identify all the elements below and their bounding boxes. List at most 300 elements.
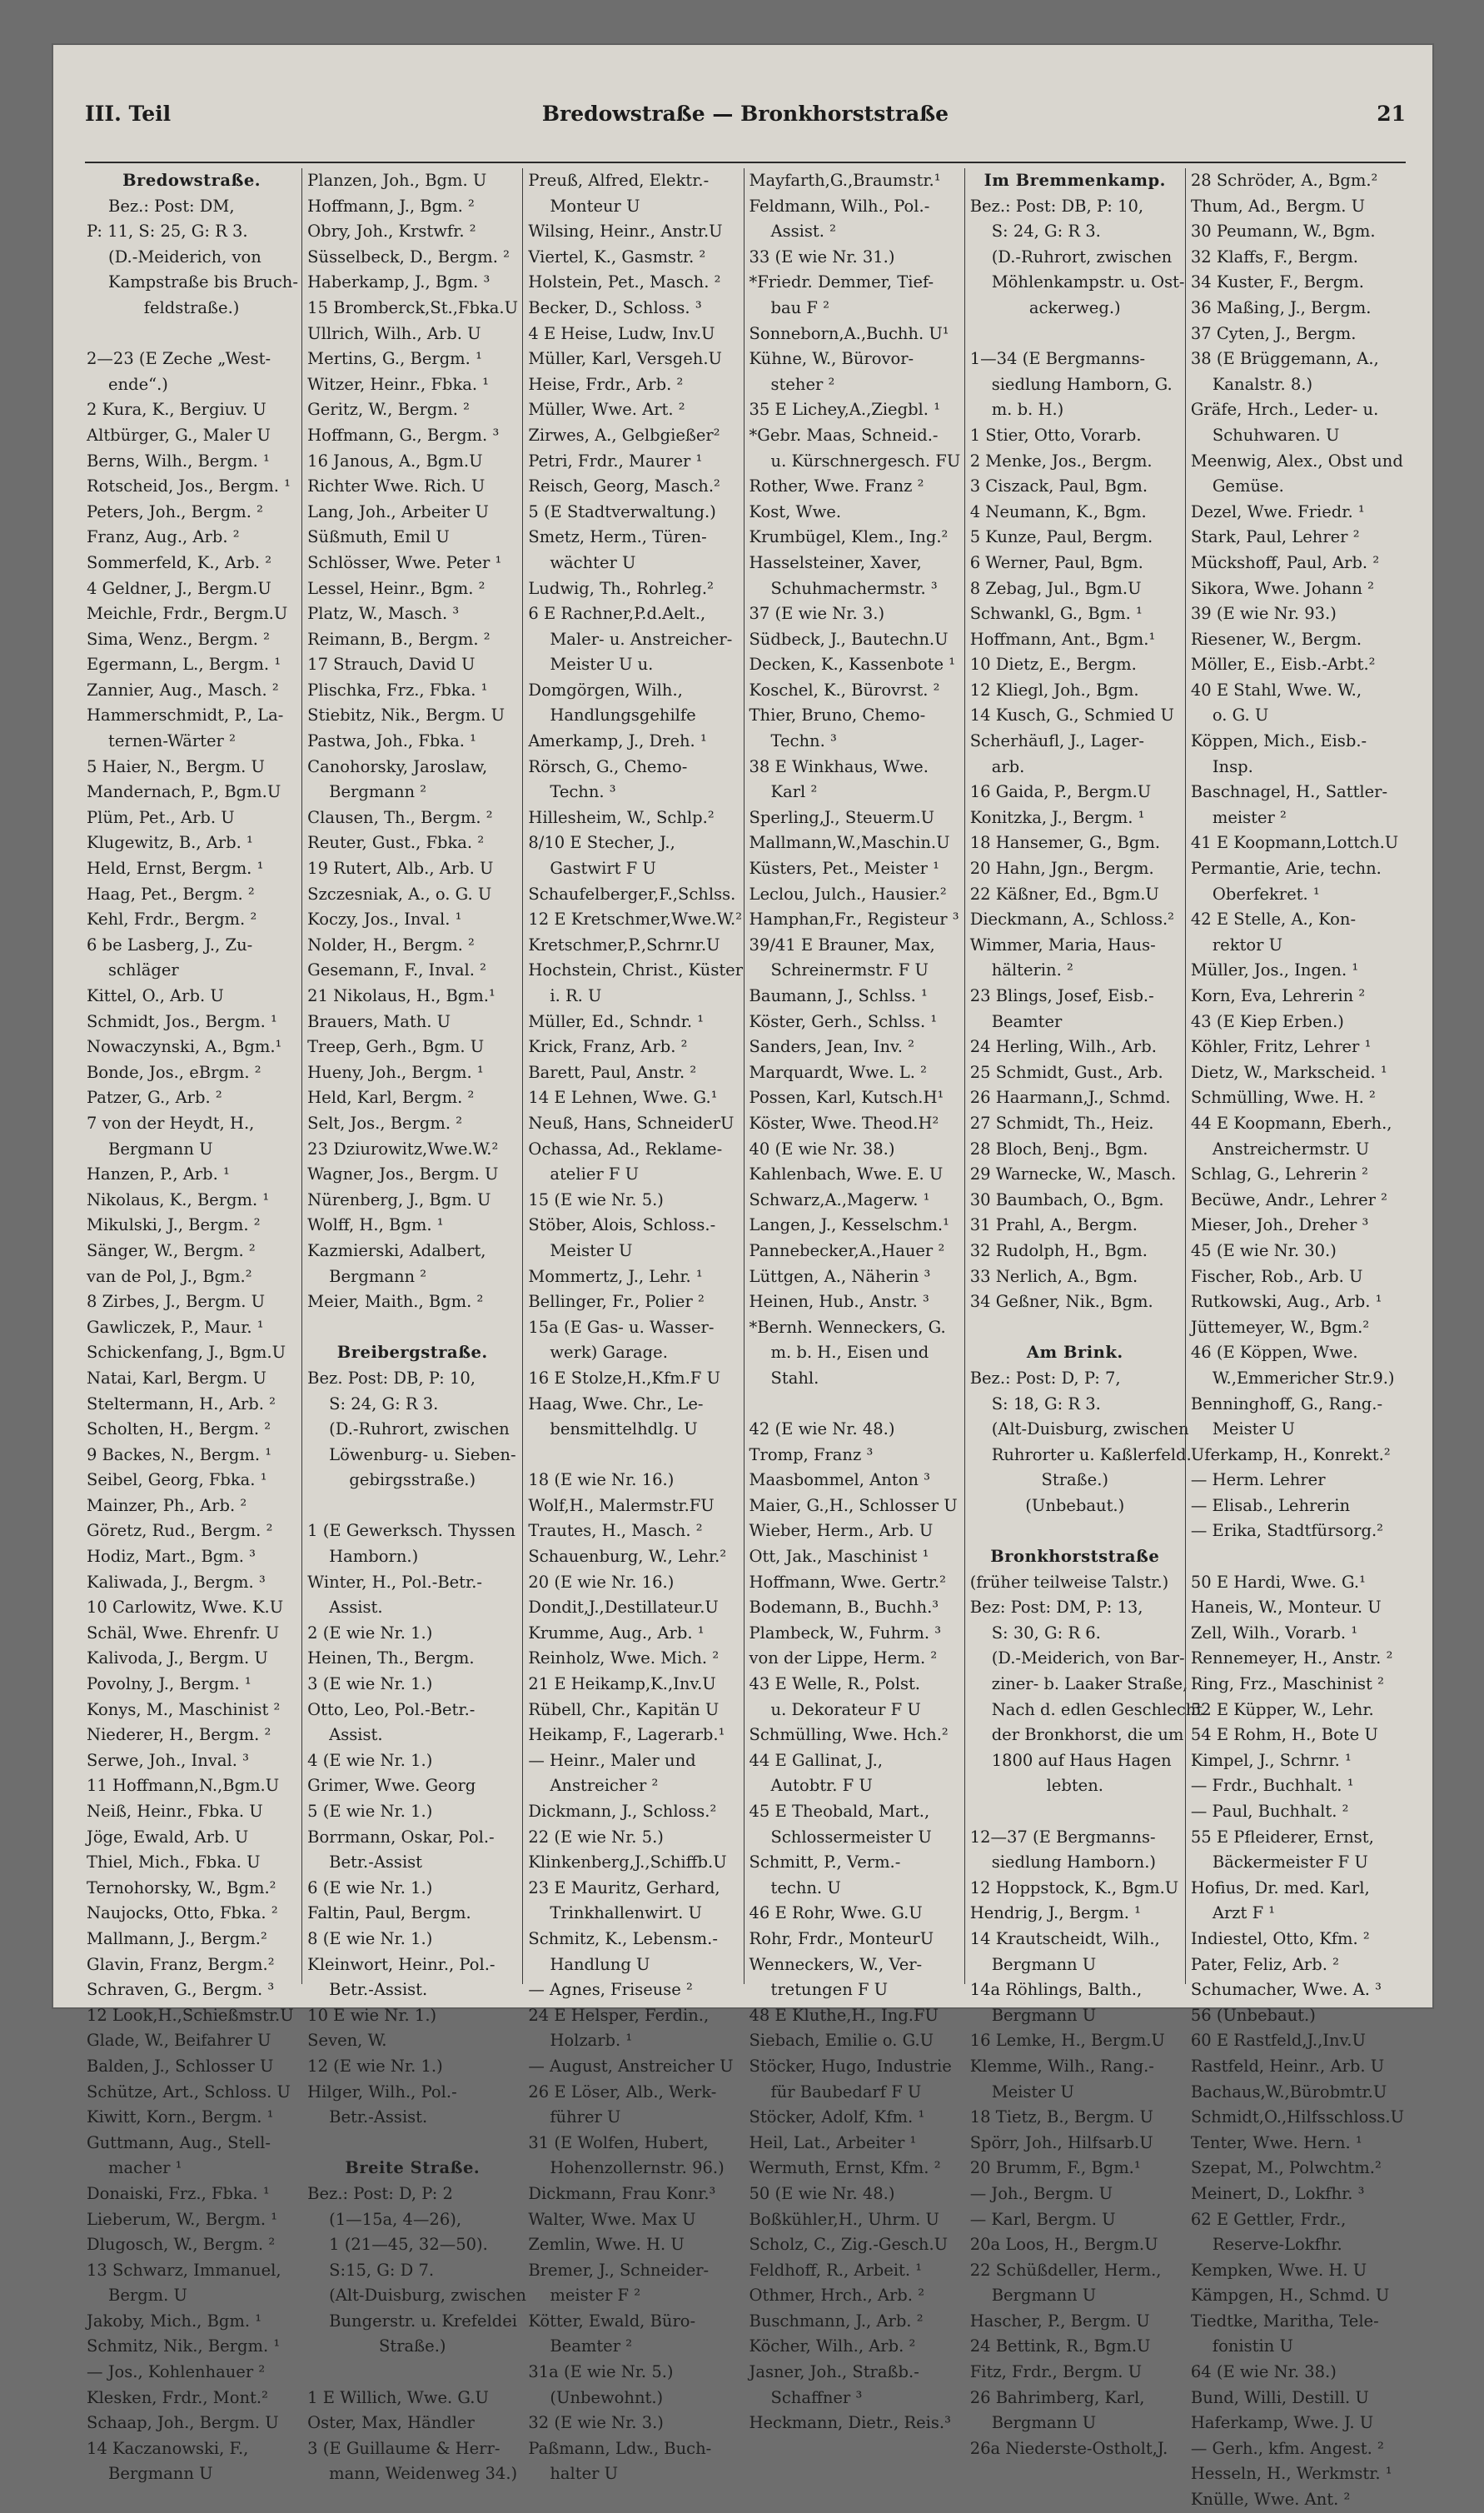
directory-line: Kalivoda, J., Bergm. U [87, 1648, 268, 1668]
directory-line: Bremer, J., Schneider- [528, 2260, 710, 2280]
directory-line: Pannebecker,A.,Hauer ² [749, 1240, 945, 1260]
directory-line: Szepat, M., Polwchtm.² [1190, 2158, 1382, 2178]
directory-line: Jasner, Joh., Straßb.- [749, 2362, 919, 2382]
directory-line: Stark, Paul, Lehrer ² [1190, 527, 1360, 547]
directory-line: Kämpgen, H., Schmd. U [1190, 2286, 1390, 2306]
directory-line: 14a Röhlings, Balth., [969, 1980, 1143, 2000]
directory-line: Meenwig, Alex., Obst und [1190, 451, 1403, 471]
directory-line: Rennemeyer, H., Anstr. ² [1190, 1648, 1393, 1668]
directory-line: Thier, Bruno, Chemo- [749, 706, 926, 725]
directory-line: Haag, Wwe. Chr., Le- [528, 1394, 704, 1414]
directory-line: Becker, D., Schloss. ³ [528, 297, 702, 317]
directory-line: Stöcker, Adolf, Kfm. ¹ [749, 2107, 925, 2127]
directory-line: Trautes, H., Masch. ² [528, 1521, 703, 1541]
directory-line: Klemme, Wilh., Rang.- [969, 2056, 1154, 2076]
directory-line: bau F ² [770, 297, 829, 317]
directory-line: 20 (E wie Nr. 16.) [528, 1572, 675, 1592]
directory-line: Walter, Wwe. Max U [528, 2209, 696, 2229]
directory-line: 6 be Lasberg, J., Zu- [87, 935, 253, 955]
directory-line: 28 Bloch, Benj., Bgm. [969, 1139, 1148, 1159]
directory-line: Mikulski, J., Bergm. ² [87, 1215, 261, 1235]
directory-line: *Gebr. Maas, Schneid.- [749, 425, 939, 445]
directory-line: Fitz, Frdr., Bergm. U [969, 2362, 1143, 2382]
directory-line: 13 Schwarz, Immanuel, [87, 2260, 281, 2280]
directory-line: u. Kürschnergesch. FU [770, 451, 961, 471]
directory-line: Benninghoff, G., Rang.- [1190, 1394, 1383, 1414]
directory-line: Betr.-Assist [329, 1852, 423, 1872]
directory-line: 12 E Kretschmer,Wwe.W.² [528, 910, 743, 930]
directory-line: S: 24, G: R 3. [991, 222, 1101, 242]
spacer [970, 322, 1180, 347]
directory-line: 30 Peumann, W., Bgm. [1190, 222, 1376, 242]
directory-line: m. b. H., Eisen und [770, 1343, 929, 1363]
directory-line: Handlung U [550, 1954, 650, 1974]
directory-line: Seibel, Georg, Fbka. ¹ [87, 1470, 267, 1490]
directory-line: Reuter, Gust., Fbka. ² [307, 833, 485, 853]
directory-line: Mieser, Joh., Dreher ³ [1190, 1215, 1369, 1235]
directory-line: Hillesheim, W., Schlp.² [528, 807, 715, 827]
directory-line: S: 18, G: R 3. [991, 1394, 1101, 1414]
directory-line: Hofius, Dr. med. Karl, [1190, 1877, 1370, 1897]
directory-line: Beamter ² [550, 2336, 633, 2356]
directory-line: Tromp, Franz ³ [749, 1444, 874, 1464]
directory-columns [85, 168, 1406, 2510]
directory-line: — Gerh., kfm. Angest. ² [1190, 2438, 1384, 2458]
directory-line: 1 (21—45, 32—50). [329, 2235, 488, 2255]
directory-line: Göretz, Rud., Bergm. ² [87, 1521, 273, 1541]
directory-line: Müller, Wwe. Art. ² [528, 400, 685, 420]
directory-line: Bergmann U [108, 1139, 213, 1159]
directory-line: Köster, Gerh., Schlss. ¹ [749, 1011, 938, 1031]
directory-line: Ring, Frz., Maschinist ² [1190, 1674, 1384, 1694]
directory-line: Wilsing, Heinr., Anstr.U [528, 222, 723, 242]
directory-line: — Elisab., Lehrerin [1190, 1495, 1351, 1515]
directory-line: Selt, Jos., Bergm. ² [307, 1113, 463, 1133]
directory-line: 12 Hoppstock, K., Bgm.U [969, 1877, 1179, 1897]
directory-line: Sima, Wenz., Bergm. ² [87, 629, 270, 649]
directory-line: gebirgsstraße.) [349, 1470, 476, 1490]
directory-line: Hanzen, P., Arb. ¹ [87, 1164, 230, 1184]
directory-line: Schuhmachermstr. ³ [770, 578, 938, 598]
directory-line: 32 (E wie Nr. 3.) [528, 2413, 664, 2433]
directory-line: Reinholz, Wwe. Mich. ² [528, 1648, 720, 1668]
directory-line: Kötter, Ewald, Büro- [528, 2311, 696, 2331]
directory-line: 43 (E Kiep Erben.) [1190, 1011, 1344, 1031]
directory-line: Brauers, Math. U [307, 1011, 451, 1031]
directory-line: 3 Ciszack, Paul, Bgm. [969, 476, 1148, 496]
street-heading: Im Bremmenkamp. [984, 171, 1166, 190]
directory-line: ende“.) [108, 374, 168, 394]
spacer [307, 1493, 517, 1519]
directory-line: 55 E Pfleiderer, Ernst, [1190, 1827, 1374, 1847]
directory-line: 2 Menke, Jos., Bergm. [969, 451, 1153, 471]
directory-line: Mainzer, Ph., Arb. ² [87, 1495, 247, 1515]
directory-line: Meister U [1212, 1419, 1295, 1439]
directory-line: Betr.-Assist. [329, 1980, 428, 2000]
directory-line: 34 Kuster, F., Bergm. [1190, 272, 1364, 292]
directory-line: 36 Maßing, J., Bergm. [1190, 297, 1372, 317]
street-heading: Bredowstraße. [122, 171, 261, 190]
directory-line: Bund, Willi, Destill. U [1190, 2387, 1369, 2407]
directory-line: Möller, E., Eisb.-Arbt.² [1190, 655, 1376, 675]
directory-line: Neiß, Heinr., Fbka. U [87, 1802, 263, 1821]
directory-line: Preuß, Alfred, Elektr.- [528, 171, 710, 190]
directory-line: Naujocks, Otto, Fbka. ² [87, 1903, 278, 1923]
directory-line: 14 E Lehnen, Wwe. G.¹ [528, 1088, 718, 1108]
directory-line: 31 (E Wolfen, Hubert, [528, 2132, 709, 2152]
directory-line: 2 Kura, K., Bergiuv. U [87, 400, 266, 420]
directory-line: Hamphan,Fr., Registeur ³ [749, 910, 959, 930]
directory-line: Kleinwort, Heinr., Pol.- [307, 1954, 495, 1974]
directory-line: Sonneborn,A.,Buchh. U¹ [749, 323, 949, 343]
directory-line: Wolff, H., Bgm. ¹ [307, 1215, 444, 1235]
page-number: 21 [1377, 102, 1406, 126]
directory-line: Egermann, L., Bergm. ¹ [87, 655, 281, 675]
directory-line: Niederer, H., Bergm. ² [87, 1725, 271, 1745]
column-2 [301, 168, 526, 2484]
directory-line: 46 (E Köppen, Wwe. [1190, 1343, 1358, 1363]
directory-line: Hoffmann, Ant., Bgm.¹ [969, 629, 1156, 649]
directory-line: Lessel, Heinr., Bgm. ² [307, 578, 486, 598]
directory-line: Natai, Karl, Bergm. U [87, 1368, 266, 1388]
directory-line: 20a Loos, H., Bergm.U [969, 2235, 1158, 2255]
directory-line: 14 Krautscheidt, Wilh., [969, 1928, 1160, 1948]
directory-line: Klesken, Frdr., Mont.² [87, 2387, 268, 2407]
directory-line: Dondit,J.,Destillateur.U [528, 1598, 719, 1618]
directory-line: 40 E Stahl, Wwe. W., [1190, 680, 1362, 700]
directory-line: Hodiz, Mart., Bgm. ³ [87, 1547, 256, 1567]
directory-line: 35 E Lichey,A.,Ziegbl. ¹ [749, 400, 941, 420]
directory-line: van de Pol, J., Bgm.² [87, 1266, 252, 1286]
directory-line: 23 E Mauritz, Gerhard, [528, 1877, 720, 1897]
directory-line: siedlung Hamborn.) [991, 1852, 1157, 1872]
directory-line: Müller, Ed., Schndr. ¹ [528, 1011, 705, 1031]
directory-line: — Joh., Bergm. U [969, 2183, 1113, 2203]
directory-line: 3 (E wie Nr. 1.) [307, 1674, 433, 1694]
directory-line: Sikora, Wwe. Johann ² [1190, 578, 1374, 598]
directory-line: Küsters, Pet., Meister ¹ [749, 859, 940, 879]
spacer [307, 2131, 517, 2156]
directory-line: 9 Backes, N., Bergm. ¹ [87, 1444, 272, 1464]
directory-line: Buschmann, J., Arb. ² [749, 2311, 924, 2331]
directory-line: halter U [550, 2464, 619, 2484]
directory-line: Bäckermeister F U [1212, 1852, 1368, 1872]
directory-line: Leclou, Julch., Hausier.² [749, 884, 947, 904]
directory-line: 6 Werner, Paul, Bgm. [969, 552, 1143, 572]
directory-line: Krumbügel, Klem., Ing.² [749, 527, 949, 547]
directory-line: Kazmierski, Adalbert, [307, 1240, 486, 1260]
directory-line: Platz, W., Masch. ³ [307, 604, 460, 624]
directory-line: Pater, Feliz, Arb. ² [1190, 1954, 1339, 1974]
directory-line: Heikamp, F., Lagerarb.¹ [528, 1725, 725, 1745]
directory-line: Zannier, Aug., Masch. ² [87, 680, 279, 700]
directory-line: Hendrig, J., Bergm. ¹ [969, 1903, 1141, 1923]
directory-line: 16 E Stolze,H.,Kfm.F U [528, 1368, 721, 1388]
directory-line: 5 Kunze, Paul, Bergm. [969, 527, 1153, 547]
directory-line: 12 Look,H.,Schießmstr.U [87, 2005, 294, 2025]
directory-line: siedlung Hamborn, G. [991, 374, 1173, 394]
directory-line: — Agnes, Friseuse ² [528, 1980, 693, 2000]
directory-line: — Frdr., Buchhalt. ¹ [1190, 1776, 1354, 1796]
directory-line: Nolder, H., Bergm. ² [307, 935, 475, 955]
directory-line: 10 Carlowitz, Wwe. K.U [87, 1598, 284, 1618]
directory-line: Ullrich, Wilh., Arb. U [307, 323, 481, 343]
directory-line: Südbeck, J., Bautechn.U [749, 629, 949, 649]
directory-line: Hohenzollernstr. 96.) [550, 2158, 725, 2178]
directory-line: — August, Anstreicher U [528, 2056, 734, 2076]
directory-line: Schaffner ³ [770, 2387, 863, 2407]
directory-line: — Paul, Buchhalt. ² [1190, 1802, 1349, 1821]
directory-line: Rörsch, G., Chemo- [528, 756, 688, 776]
directory-line: Korn, Eva, Lehrerin ² [1190, 986, 1366, 1005]
directory-line: techn. U [770, 1877, 841, 1897]
directory-line: Mandernach, P., Bgm.U [87, 782, 281, 802]
directory-line: Hoffmann, Wwe. Gertr.² [749, 1572, 946, 1592]
directory-line: 5 (E wie Nr. 1.) [307, 1802, 433, 1821]
spacer [307, 2360, 517, 2386]
directory-line: (D.-Ruhrort, zwischen [329, 1419, 510, 1439]
directory-line: Balden, J., Schlosser U [87, 2056, 274, 2076]
directory-line: Bodemann, B., Buchh.³ [749, 1598, 939, 1618]
directory-line: Kahlenbach, Wwe. E. U [749, 1164, 944, 1184]
directory-line: tretungen F U [770, 1980, 889, 2000]
directory-line: Schütze, Art., Schloss. U [87, 2082, 291, 2102]
directory-line: Zell, Wilh., Vorarb. ¹ [1190, 1623, 1358, 1643]
directory-line: Koczy, Jos., Inval. ¹ [307, 910, 462, 930]
directory-line: Kaliwada, J., Bergm. ³ [87, 1572, 266, 1592]
spacer [87, 322, 296, 347]
page-header [85, 93, 1406, 135]
directory-line: Gastwirt F U [550, 859, 656, 879]
directory-line: Siebach, Emilie o. G.U [749, 2031, 934, 2051]
directory-line: Heinen, Th., Bergm. [307, 1648, 475, 1668]
directory-line: Zirwes, A., Gelbgießer² [528, 425, 720, 445]
directory-line: 6 (E wie Nr. 1.) [307, 1877, 433, 1897]
directory-line: Rutkowski, Aug., Arb. ¹ [1190, 1292, 1382, 1312]
directory-line: Karl ² [770, 782, 818, 802]
directory-line: Straße.) [379, 2336, 446, 2356]
directory-line: ziner- b. Laaker Straße, [991, 1674, 1188, 1694]
directory-line: 22 (E wie Nr. 5.) [528, 1827, 664, 1847]
column-3 [522, 168, 744, 2484]
directory-line: Schickenfang, J., Bgm.U [87, 1343, 286, 1363]
directory-line: Bergmann U [991, 2286, 1097, 2306]
directory-line: 27 Schmidt, Th., Heiz. [969, 1113, 1154, 1133]
directory-line: Sanders, Jean, Inv. ² [749, 1037, 914, 1057]
directory-line: Wolf,H., Malermstr.FU [528, 1495, 715, 1515]
directory-line: Witzer, Heinr., Fbka. ¹ [307, 374, 490, 394]
directory-line: Arzt F ¹ [1212, 1903, 1276, 1923]
directory-line: 1 Stier, Otto, Vorarb. [969, 425, 1142, 445]
directory-line: Mayfarth,G.,Braumstr.¹ [749, 171, 941, 190]
column-1 [85, 168, 301, 2484]
directory-line: Bergmann U [991, 2005, 1097, 2025]
directory-line: (D.-Meiderich, von [108, 247, 261, 267]
directory-line: Kost, Wwe. [749, 501, 842, 521]
directory-line: Otto, Leo, Pol.-Betr.- [307, 1699, 476, 1719]
directory-line: Becüwe, Andr., Lehrer ² [1190, 1189, 1387, 1209]
street-heading: Bronkhorststraße [990, 1547, 1160, 1567]
directory-line: 16 Lemke, H., Bergm.U [969, 2031, 1165, 2051]
directory-line: Canohorsky, Jaroslaw, [307, 756, 488, 776]
directory-line: Mertins, G., Bergm. ¹ [307, 349, 482, 369]
directory-line: Holstein, Pet., Masch. ² [528, 272, 721, 292]
directory-line: Maier, G.,H., Schlosser U [749, 1495, 958, 1515]
directory-line: Anstreicher ² [550, 1776, 659, 1796]
directory-line: 46 E Rohr, Wwe. G.U [749, 1903, 923, 1923]
directory-line: 24 E Helsper, Ferdin., [528, 2005, 710, 2025]
directory-line: Bez.: Post: D, P: 2 [307, 2183, 453, 2203]
directory-line: Nürenberg, J., Bgm. U [307, 1189, 491, 1209]
directory-line: Bergmann U [991, 2413, 1097, 2433]
directory-line: 12—37 (E Bergmanns- [969, 1827, 1156, 1847]
directory-line: Assist. ² [770, 222, 836, 242]
directory-line: Schwankl, G., Bgm. ¹ [969, 604, 1143, 624]
directory-line: 32 Klaffs, F., Bergm. [1190, 247, 1359, 267]
directory-line: P: 11, S: 25, G: R 3. [87, 222, 248, 242]
directory-line: Amerkamp, J., Dreh. ¹ [528, 731, 707, 751]
directory-line: Jüttemeyer, W., Bgm.² [1190, 1317, 1370, 1337]
directory-line: 37 Cyten, J., Bergm. [1190, 323, 1357, 343]
directory-line: Ott, Jak., Maschinist ¹ [749, 1547, 929, 1567]
spacer [970, 1315, 1180, 1341]
directory-line: Koschel, K., Bürovrst. ² [749, 680, 940, 700]
directory-line: Hueny, Joh., Bergm. ¹ [307, 1062, 484, 1082]
directory-line: Lang, Joh., Arbeiter U [307, 501, 489, 521]
directory-line: lebten. [1046, 1776, 1103, 1796]
directory-line: 33 Nerlich, A., Bgm. [969, 1266, 1138, 1286]
directory-line: Wagner, Jos., Bergm. U [307, 1164, 499, 1184]
directory-line: Nach d. edlen Geschlecht [991, 1699, 1203, 1719]
directory-line: 4 E Heise, Ludw, Inv.U [528, 323, 715, 343]
directory-line: Held, Ernst, Bergm. ¹ [87, 859, 264, 879]
column-4 [744, 168, 964, 2433]
directory-line: Mommertz, J., Lehr. ¹ [528, 1266, 703, 1286]
directory-line: 18 Hansemer, G., Bgm. [969, 833, 1161, 853]
directory-line: Domgörgen, Wilh., [528, 680, 683, 700]
directory-line: rektor U [1212, 935, 1283, 955]
directory-line: Ochassa, Ad., Reklame- [528, 1139, 723, 1159]
directory-line: Hochstein, Christ., Küster [528, 960, 744, 980]
directory-line: Klugewitz, B., Arb. ¹ [87, 833, 253, 853]
directory-line: Schumacher, Wwe. A. ³ [1190, 1980, 1382, 2000]
directory-line: 60 E Rastfeld,J.,Inv.U [1190, 2031, 1366, 2051]
directory-line: 52 E Küpper, W., Lehr. [1190, 1699, 1374, 1719]
directory-line: Nowaczynski, A., Bgm.¹ [87, 1037, 282, 1057]
directory-line: 18 (E wie Nr. 16.) [528, 1470, 675, 1490]
directory-line: Wieber, Herm., Arb. U [749, 1521, 934, 1541]
column-6 [1185, 168, 1406, 2510]
directory-line: Plambeck, W., Fuhrm. ³ [749, 1623, 942, 1643]
directory-line: werk) Garage. [550, 1343, 668, 1363]
directory-line: Feldmann, Wilh., Pol.- [749, 196, 930, 216]
directory-line: Dieckmann, A., Schloss.² [969, 910, 1174, 930]
directory-line: Haneis, W., Monteur. U [1190, 1598, 1382, 1618]
directory-line: 21 Nikolaus, H., Bgm.¹ [307, 986, 495, 1005]
directory-line: Haberkamp, J., Bgm. ³ [307, 272, 491, 292]
directory-line: Meier, Maith., Bgm. ² [307, 1292, 484, 1312]
directory-line: 38 (E Brüggemann, A., [1190, 349, 1379, 369]
directory-line: 26a Niederste-Ostholt,J. [969, 2438, 1168, 2458]
directory-line: 37 (E wie Nr. 3.) [749, 604, 885, 624]
directory-line: 62 E Gettler, Frdr., [1190, 2209, 1347, 2229]
directory-line: Holzarb. ¹ [550, 2031, 633, 2051]
directory-line: 26 Bahrimberg, Karl, [969, 2387, 1145, 2407]
directory-line: Riesener, W., Bergm. [1190, 629, 1362, 649]
directory-line: 22 Schüßdeller, Herm., [969, 2260, 1162, 2280]
directory-line: 33 (E wie Nr. 31.) [749, 247, 895, 267]
directory-line: Baumann, J., Schlss. ¹ [749, 986, 928, 1005]
directory-line: Hoffmann, G., Bergm. ³ [307, 425, 500, 445]
directory-line: 20 Hahn, Jgn., Bergm. [969, 859, 1154, 879]
spacer [307, 1315, 517, 1341]
directory-line: Meister U [550, 1240, 633, 1260]
column-5 [964, 168, 1203, 2458]
directory-line: 23 Blings, Josef, Eisb.- [969, 986, 1154, 1005]
directory-line: Kittel, O., Arb. U [87, 986, 224, 1005]
directory-line: 6 E Rachner,P.d.Aelt., [528, 604, 706, 624]
directory-line: Meister U [991, 2082, 1074, 2102]
directory-line: schläger [108, 960, 179, 980]
directory-line: (früher teilweise Talstr.) [969, 1572, 1169, 1592]
directory-line: Schlag, G., Lehrerin ² [1190, 1164, 1368, 1184]
directory-line: Paßmann, Ldw., Buch- [528, 2438, 712, 2458]
directory-line: Indiestel, Otto, Kfm. ² [1190, 1928, 1370, 1948]
directory-line: (Alt-Duisburg, zwischen [329, 2286, 526, 2306]
directory-line: Fischer, Rob., Arb. U [1190, 1266, 1363, 1286]
directory-line: fonistin U [1212, 2336, 1293, 2356]
directory-line: Oberfekret. ¹ [1212, 884, 1320, 904]
directory-line: 48 E Kluthe,H., Ing.FU [749, 2005, 939, 2025]
directory-line: Serwe, Joh., Inval. ³ [87, 1750, 249, 1770]
directory-line: 25 Schmidt, Gust., Arb. [969, 1062, 1163, 1082]
street-range-title: Bredowstraße — Bronkhorststraße [541, 102, 949, 126]
directory-line: 12 Kliegl, Joh., Bgm. [969, 680, 1139, 700]
directory-line: Kretschmer,P.,Schrnr.U [528, 935, 720, 955]
directory-line: Wenneckers, W., Ver- [749, 1954, 923, 1974]
directory-line: Dezel, Wwe. Friedr. ¹ [1190, 501, 1365, 521]
directory-line: Guttmann, Aug., Stell- [87, 2132, 271, 2152]
directory-line: Borrmann, Oskar, Pol.- [307, 1827, 495, 1847]
directory-line: Steltermann, H., Arb. ² [87, 1394, 276, 1414]
directory-line: Rastfeld, Heinr., Arb. U [1190, 2056, 1385, 2076]
directory-line: 43 E Welle, R., Polst. [749, 1674, 920, 1694]
directory-line: Scholz, C., Zig.-Gesch.U [749, 2235, 949, 2255]
directory-line: Petri, Frdr., Maurer ¹ [528, 451, 703, 471]
street-heading: Breite Straße. [345, 2158, 481, 2178]
directory-line: Schlösser, Wwe. Peter ¹ [307, 552, 502, 572]
directory-line: atelier F U [550, 1164, 640, 1184]
directory-line: 29 Warnecke, W., Masch. [969, 1164, 1177, 1184]
directory-line: Kehl, Frdr., Bergm. ² [87, 910, 257, 930]
directory-line: Klinkenberg,J.,Schiffb.U [528, 1852, 727, 1872]
directory-line: Reserve-Lokfhr. [1212, 2235, 1342, 2255]
directory-line: 24 Bettink, R., Bgm.U [969, 2336, 1151, 2356]
directory-line: 22 Käßner, Ed., Bgm.U [969, 884, 1159, 904]
directory-line: Marquardt, Wwe. L. ² [749, 1062, 927, 1082]
directory-line: Bergmann U [991, 1954, 1097, 1974]
directory-line: Assist. [329, 1598, 383, 1618]
directory-line: Handlungsgehilfe [550, 706, 696, 725]
directory-line: Kampstraße bis Bruch- [108, 272, 298, 292]
directory-line: Sperling,J., Steuerm.U [749, 807, 935, 827]
directory-line: *Friedr. Demmer, Tief- [749, 272, 934, 292]
directory-line: Gräfe, Hrch., Leder- u. [1190, 400, 1379, 420]
directory-line: Löwenburg- u. Sieben- [329, 1444, 516, 1464]
directory-line: Meichle, Frdr., Bergm.U [87, 604, 288, 624]
directory-line: 44 E Koopmann, Eberh., [1190, 1113, 1392, 1133]
directory-line: Grimer, Wwe. Georg [307, 1776, 476, 1796]
